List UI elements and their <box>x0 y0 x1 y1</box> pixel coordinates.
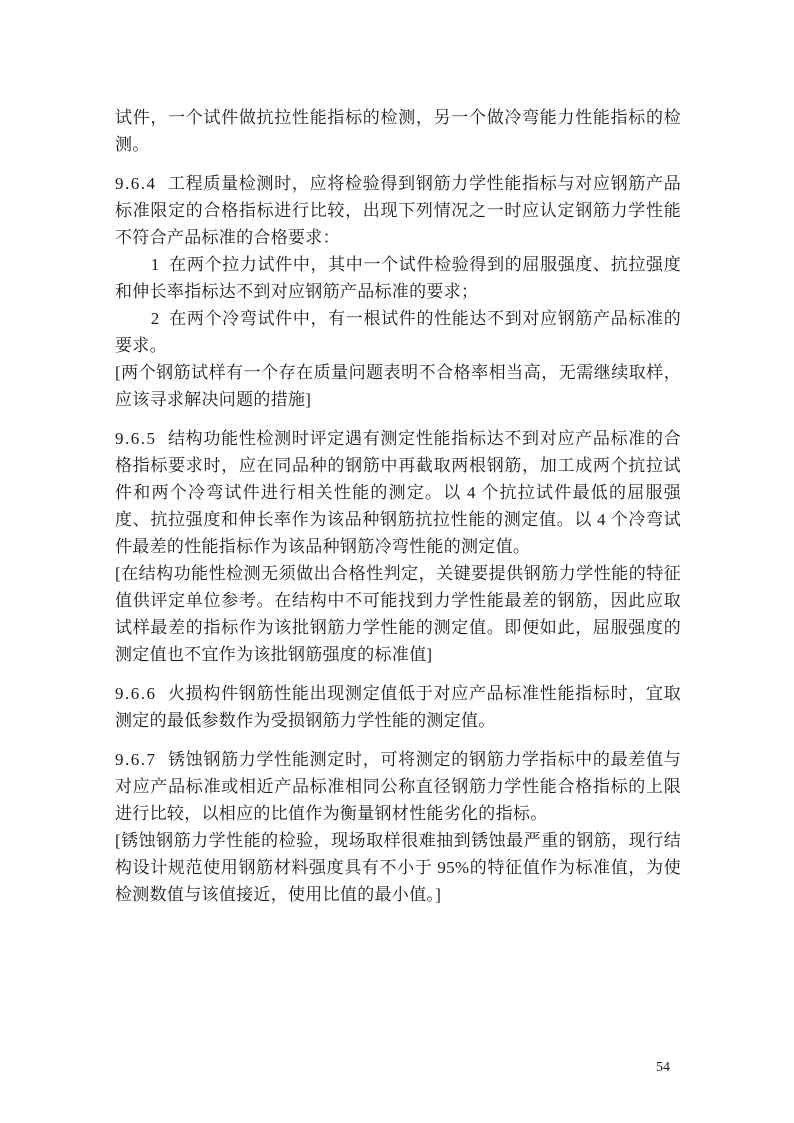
section-number: 9.6.5 <box>115 429 157 448</box>
list-item-text: 在两个拉力试件中，其中一个试件检验得到的屈服强度、抗拉强度和伸长率指标达不到对应钢筋产品标准的要求； <box>115 255 681 301</box>
paragraph-continuation: 试件，一个试件做抗拉性能指标的检测，另一个做冷弯能力性能指标的检测。 <box>115 108 681 154</box>
section-heading-paragraph <box>115 425 681 560</box>
section-text: 火损构件钢筋性能出现测定值低于对应产品标准性能指标时，宜取测定的最低参数作为受损钢筋力学性能的测定值。 <box>115 684 681 730</box>
page-number: 54 <box>656 1060 670 1075</box>
section-number: 9.6.7 <box>115 750 157 769</box>
section-9-6-4 <box>115 170 681 413</box>
section-number: 9.6.6 <box>115 684 157 703</box>
section-9-6-7 <box>115 746 681 908</box>
list-item-number: 1 <box>150 255 160 274</box>
commentary-note: [两个钢筋试样有一个存在质量问题表明不合格率相当高，无需继续取样，应该寻求解决问题的措施] <box>115 363 681 409</box>
commentary-note: [锈蚀钢筋力学性能的检验，现场取样很难抽到锈蚀最严重的钢筋，现行结构设计规范使用钢筋材料强度具有不小于 95%的特征值作为标准值，为使检测数值与该值接近，使用比值的最小值。] <box>115 831 681 904</box>
section-9-6-5 <box>115 425 681 668</box>
document-body <box>115 104 681 908</box>
section-9-6-6 <box>115 680 681 734</box>
list-item <box>115 251 681 305</box>
section-heading-paragraph <box>115 746 681 827</box>
section-heading-paragraph <box>115 680 681 734</box>
section-heading-paragraph <box>115 170 681 251</box>
commentary-note: [在结构功能性检测无须做出合格性判定，关键要提供钢筋力学性能的特征值供评定单位参考。在结构中不可能找到力学性能最差的钢筋，因此应取试样最差的指标作为该批钢筋力学性能的测定值。即便如此，屈服强度的测定值也不宜作为该批钢筋强度的标准值] <box>115 564 681 664</box>
section-text: 结构功能性检测时评定遇有测定性能指标达不到对应产品标准的合格指标要求时，应在同品种的钢筋中再截取两根钢筋，加工成两个抗拉试件和两个冷弯试件进行相关性能的测定。以 4 个抗拉试件最低的屈服强度、抗拉强度和伸长率作为该品种钢筋抗拉性能的测定值。以 4 个冷弯试件最差的性能指标作为该品种钢筋冷弯性能的测定值。 <box>115 429 681 556</box>
section-text: 工程质量检测时，应将检验得到钢筋力学性能指标与对应钢筋产品标准限定的合格指标进行比较，出现下列情况之一时应认定钢筋力学性能不符合产品标准的合格要求： <box>115 174 681 247</box>
list-item <box>115 305 681 359</box>
list-item-text: 在两个冷弯试件中，有一根试件的性能达不到对应钢筋产品标准的要求。 <box>115 309 681 355</box>
list-item-number: 2 <box>150 309 160 328</box>
section-number: 9.6.4 <box>115 174 157 193</box>
section-text: 锈蚀钢筋力学性能测定时，可将测定的钢筋力学指标中的最差值与对应产品标准或相近产品标准相同公称直径钢筋力学性能合格指标的上限进行比较，以相应的比值作为衡量钢材性能劣化的指标。 <box>115 750 681 823</box>
